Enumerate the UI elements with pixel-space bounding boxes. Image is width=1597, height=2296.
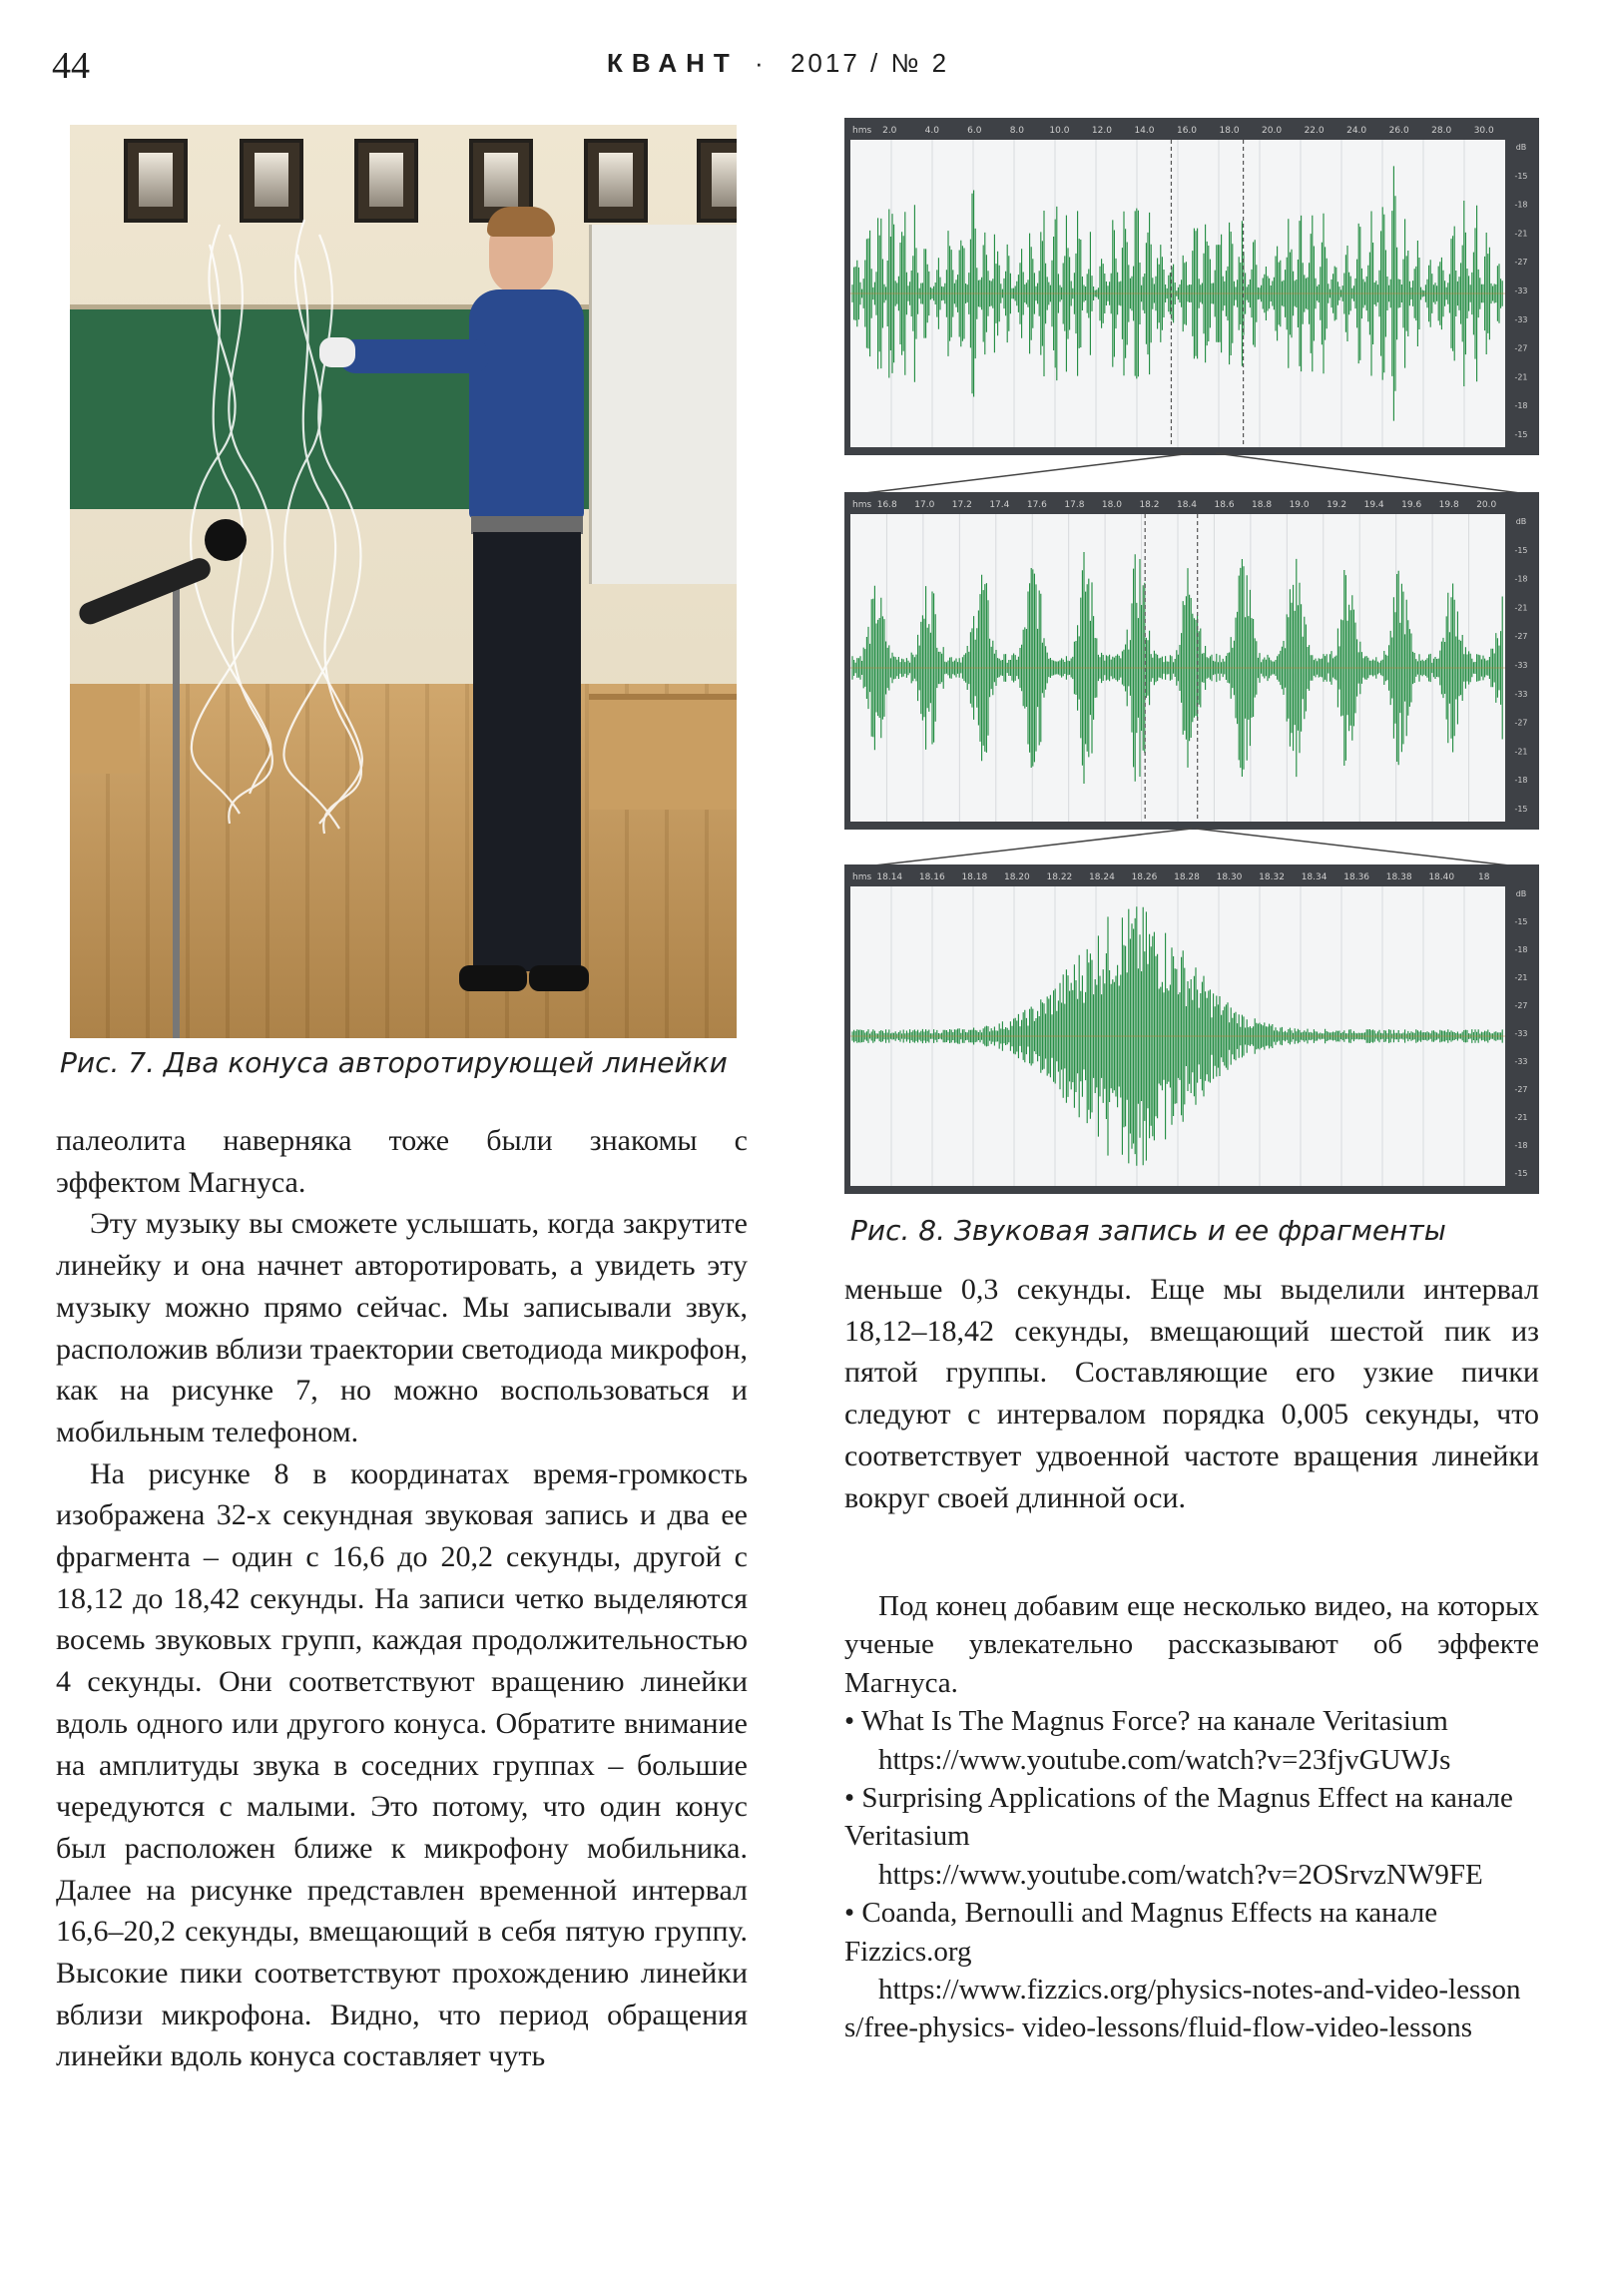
right-column: [844, 1269, 1539, 1518]
left-column: [56, 1120, 748, 2077]
time-tick-label: 17.6: [1026, 500, 1047, 510]
db-scale-label: -15: [1514, 545, 1528, 555]
time-tick-label: 17.0: [914, 500, 935, 510]
time-tick-label: 22.0: [1304, 126, 1325, 136]
figure-7-photo: [70, 125, 737, 1038]
db-scale-label: -18: [1514, 200, 1528, 210]
db-scale-label: -33: [1514, 1057, 1528, 1066]
db-scale-label: -21: [1514, 973, 1528, 982]
waveform-panel-zoom-1: [844, 492, 1539, 830]
time-tick-label: 18.4: [1176, 500, 1198, 510]
time-tick-label: 18.26: [1131, 872, 1158, 882]
journal-title: КВАНТ: [607, 48, 739, 78]
paragraph: На рисунке 8 в координатах время-громкость изображена 32-х секундная звуковая запись и два ее фрагмента – один с 16,6 до 20,2 секунды, другой с 18,12 до 18,42 секунды. На записи четко выделяются восемь звуковых групп, каждая продолжительностью 4 секунды. Они соответствуют вращению линейки вдоль одного или другого конуса. Обратите внимание на амплитуды звука в соседних группах – большие чередуются с малыми. Это потому, что один конус был расположен ближе к микрофону мобильника. Далее на рисунке представлен временной интервал 16,6–20,2 секунды, вмещающий в себя пятую группу. Высокие пики соответствуют прохождению линейки вблизи микрофона. Видно, что период обращения линейки вдоль конуса составляет чуть: [56, 1456, 748, 2073]
time-tick-label: 26.0: [1388, 126, 1409, 136]
time-tick-label: 24.0: [1346, 126, 1367, 136]
time-tick-label: 18.28: [1174, 872, 1200, 882]
time-tick-label: 16.8: [876, 500, 897, 510]
time-tick-label: 17.8: [1064, 500, 1085, 510]
db-scale-label: -27: [1514, 258, 1528, 268]
db-scale-label: dB: [1515, 517, 1527, 526]
time-tick-label: 19.0: [1289, 500, 1310, 510]
db-scale-label: -15: [1514, 805, 1528, 814]
time-tick-label: 28.0: [1431, 126, 1452, 136]
db-scale-label: -21: [1514, 603, 1528, 613]
db-scale-label: -18: [1514, 945, 1528, 954]
time-tick-label: 18.6: [1214, 500, 1235, 510]
time-tick-label: 18.32: [1259, 872, 1285, 882]
db-scale-label: -21: [1514, 229, 1528, 239]
time-tick-label: 18.36: [1343, 872, 1370, 882]
db-scale-label: -33: [1514, 689, 1528, 699]
db-scale-label: -33: [1514, 287, 1528, 295]
time-tick-label: 17.2: [951, 500, 972, 510]
page-number: 44: [52, 45, 90, 87]
time-tick-label: 14.0: [1134, 126, 1155, 136]
waveform-panel-zoom-2: [844, 864, 1539, 1194]
time-tick-label: 10.0: [1049, 126, 1070, 136]
time-tick-label: 18.24: [1089, 872, 1115, 882]
time-tick-label: 17.4: [989, 500, 1010, 510]
time-tick-label: 18: [1478, 872, 1490, 882]
db-scale-label: -18: [1514, 401, 1528, 411]
journal-header: [607, 48, 949, 79]
db-scale-label: dB: [1515, 143, 1527, 152]
figure-7-caption: Рис. 7. Два конуса авторотирующей линейки: [60, 1046, 728, 1079]
header-separator: ·: [755, 48, 767, 78]
time-tick-label: 18.20: [1003, 872, 1030, 882]
db-scale-label: -18: [1514, 1141, 1528, 1150]
db-scale-label: -27: [1514, 718, 1528, 728]
time-tick-label: 20.0: [1262, 126, 1283, 136]
time-tick-label: 19.2: [1327, 500, 1347, 510]
db-scale-label: dB: [1515, 889, 1527, 898]
db-scale-label: -18: [1514, 574, 1528, 584]
waveform-panel-full: [844, 118, 1539, 455]
time-tick-label: 19.8: [1438, 500, 1459, 510]
time-tick-label: 18.0: [1219, 126, 1240, 136]
time-unit-label: hms: [852, 126, 872, 136]
link-url[interactable]: https://www.youtube.com/watch?v=23fjvGUWJs: [878, 1743, 1451, 1776]
db-scale-label: -33: [1514, 314, 1528, 324]
time-tick-label: 18.40: [1428, 872, 1455, 882]
time-tick-label: 18.2: [1139, 500, 1160, 510]
link-title: • Coanda, Bernoulli and Magnus Effects на канале Fizzics.org: [844, 1897, 1438, 1968]
time-tick-label: 18.30: [1216, 872, 1243, 882]
db-scale-label: -18: [1514, 776, 1528, 786]
time-tick-label: 18.14: [876, 872, 903, 882]
time-tick-label: 19.6: [1401, 500, 1422, 510]
time-tick-label: 18.38: [1385, 872, 1412, 882]
links-intro: Под конец добавим еще несколько видео, на которых ученые увлекательно рассказывают об эффекте Магнуса.: [844, 1590, 1539, 1699]
db-scale-label: -21: [1514, 372, 1528, 382]
paragraph: меньше 0,3 секунды. Еще мы выделили интервал 18,12–18,42 секунды, вмещающий шестой пик из пятой группы. Составляющие его узкие пички следуют с интервалом порядка 0,005 секунды, что соответствует удвоенной частоте вращения линейки вокруг своей длинной оси.: [844, 1273, 1539, 1514]
db-scale-label: -27: [1514, 1085, 1528, 1094]
db-scale-label: -27: [1514, 1001, 1528, 1010]
paragraph: Эту музыку вы сможете услышать, когда закрутите линейку и она начнет авторотировать, а увидеть эту музыку можно прямо сейчас. Мы записывали звук, расположив вблизи траектории светодиода микрофон, как на рисунке 7, но можно воспользоваться и мобильным телефоном.: [56, 1207, 748, 1448]
time-tick-label: 8.0: [1009, 126, 1025, 136]
time-unit-label: hms: [852, 500, 872, 510]
link-title: • Surprising Applications of the Magnus Effect на канале Veritasium: [844, 1782, 1513, 1853]
time-tick-label: 20.0: [1476, 500, 1497, 510]
time-tick-label: 16.0: [1176, 126, 1198, 136]
db-scale-label: -15: [1514, 171, 1528, 181]
db-scale-label: -15: [1514, 430, 1528, 439]
time-tick-label: 18.18: [961, 872, 988, 882]
link-title: • What Is The Magnus Force? на канале Veritasium: [844, 1705, 1448, 1738]
time-tick-label: 18.22: [1046, 872, 1073, 882]
text-line: эффектом Магнуса.: [56, 1165, 306, 1199]
time-tick-label: 4.0: [924, 126, 939, 136]
time-tick-label: 6.0: [967, 126, 982, 136]
figure-8-caption: Рис. 8. Звуковая запись и ее фрагменты: [850, 1214, 1446, 1247]
link-url[interactable]: https://www.fizzics.org/physics-notes-and-video-lessons/free-physics- video-lessons/fluid-flow-video-lessons: [844, 1974, 1521, 2044]
issue-number: 2017 / № 2: [790, 48, 950, 78]
db-scale-label: -15: [1514, 917, 1528, 926]
link-url[interactable]: https://www.youtube.com/watch?v=2OSrvzNW9FE: [878, 1858, 1483, 1891]
text-line: палеолита наверняка тоже были знакомы с: [56, 1124, 748, 1157]
db-scale-label: -27: [1514, 343, 1528, 353]
db-scale-label: -27: [1514, 632, 1528, 642]
db-scale-label: -21: [1514, 1113, 1528, 1122]
time-tick-label: 18.0: [1101, 500, 1122, 510]
db-scale-label: -21: [1514, 747, 1528, 757]
zoom-connector: [844, 451, 1539, 497]
time-unit-label: hms: [852, 872, 872, 882]
time-tick-label: 12.0: [1091, 126, 1112, 136]
time-tick-label: 19.4: [1363, 500, 1384, 510]
db-scale-label: -15: [1514, 1169, 1528, 1178]
video-links-section: [844, 1587, 1539, 2047]
db-scale-label: -33: [1514, 1029, 1528, 1038]
time-tick-label: 18.16: [918, 872, 945, 882]
time-tick-label: 30.0: [1473, 126, 1494, 136]
time-tick-label: 18.8: [1252, 500, 1273, 510]
time-tick-label: 2.0: [882, 126, 897, 136]
time-tick-label: 18.34: [1301, 872, 1328, 882]
db-scale-label: -33: [1514, 661, 1528, 670]
